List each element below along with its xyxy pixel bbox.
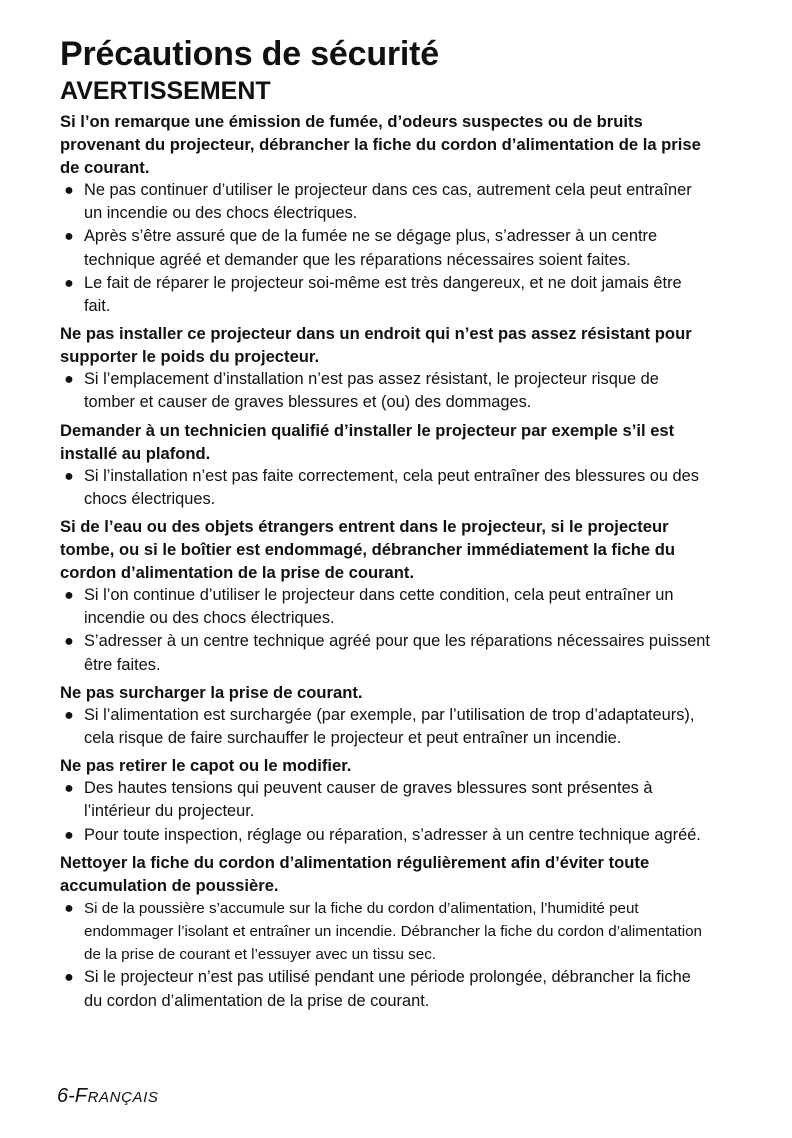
bullet-item [60,225,710,271]
bullet-icon: ● [64,969,74,987]
section-heading: Si de l’eau ou des objets étrangers entrent dans le projecteur, si le projecteur tombe, ou si le boîtier est endommagé, débrancher immédiatement la fiche du cordon d’alimentation de la prise de courant. [60,517,676,583]
page-title: Précautions de sécurité [60,35,439,73]
bullet-text: Si l’alimentation est surchargée (par exemple, par l’utilisation de trop d’adaptateurs), cela risque de faire surchauffer le projecteur et peut entraîner un incendie. [84,705,695,748]
bullet-text: Des hautes tensions qui peuvent causer de graves blessures sont présentes à l’intérieur du projecteur. [84,779,653,821]
bullet-text: Le fait de réparer le projecteur soi-même est très dangereux, et ne doit jamais être fait. [84,273,682,316]
footer-language-initial: F [74,1085,88,1107]
bullet-list [60,704,710,750]
bullet-list [60,179,710,318]
bullet-item [60,584,710,630]
bullet-text: Après s’être assuré que de la fumée ne se dégage plus, s’adresser à un centre technique agréé et demander que les réparations nécessaires soient faites. [84,227,658,269]
section-water [60,515,710,677]
page-content [60,34,710,1017]
bullet-list [60,584,710,677]
bullet-icon: ● [64,633,74,651]
section-cleaning [60,851,710,1013]
bullet-item [60,966,710,1012]
bullet-icon: ● [64,899,74,917]
section-heading: Ne pas installer ce projecteur dans un endroit qui n’est pas assez résistant pour supporter le poids du projecteur. [60,324,692,367]
section-heading: Ne pas retirer le capot ou le modifier. [60,756,352,776]
section-cover [60,754,710,847]
section-heading: Demander à un technicien qualifié d’installer le projecteur par exemple s’il est installé au plafond. [60,420,675,463]
warning-subtitle: AVERTISSEMENT [60,77,271,105]
bullet-list [60,465,710,511]
section-ceiling [60,419,710,511]
page-footer [57,1085,159,1108]
bullet-list [60,368,710,414]
bullet-icon: ● [64,706,74,724]
section-overload [60,681,710,750]
section-heading: Si l’on remarque une émission de fumée, d’odeurs suspectes ou de bruits provenant du projecteur, débrancher la fiche du cordon d’alimentation de la prise de courant. [60,112,701,177]
bullet-text: S’adresser à un centre technique agréé pour que les réparations nécessaires puissent être faites. [84,632,710,674]
bullet-item [60,179,710,225]
bullet-text: Si l’installation n’est pas faite correctement, cela peut entraîner des blessures ou des chocs électriques. [84,466,699,508]
bullet-icon: ● [64,274,74,292]
bullet-icon: ● [64,228,74,246]
bullet-list [60,777,710,847]
section-heading: Nettoyer la fiche du cordon d’alimentation régulièrement afin d’éviter toute accumulation de poussière. [60,852,650,895]
bullet-icon: ● [64,371,74,389]
bullet-item [60,824,710,847]
bullet-item [60,368,710,414]
bullet-text: Si le projecteur n’est pas utilisé pendant une période prolongée, débrancher la fiche du cordon d’alimentation de la prise de courant. [84,968,691,1010]
bullet-icon: ● [64,467,74,485]
bullet-item [60,704,710,750]
bullet-text: Ne pas continuer d’utiliser le projecteur dans ces cas, autrement cela peut entraîner un incendie ou des chocs électriques. [84,181,692,223]
bullet-icon: ● [64,780,74,798]
footer-language-rest: RANÇAIS [87,1089,159,1106]
bullet-icon: ● [64,182,74,199]
section-heading: Ne pas surcharger la prise de courant. [60,682,363,702]
bullet-text: Si de la poussière s’accumule sur la fiche du cordon d’alimentation, l’humidité peut endommager l’isolant et entraîner un incendie. Débrancher la fiche du cordon d’alimentation de la prise de courant et l’essuyer avec un tissu sec. [84,899,702,964]
bullet-icon: ● [64,587,74,605]
section-smoke [60,110,710,318]
bullet-item [60,630,710,676]
footer-language [74,1085,159,1107]
bullet-text: Si l’on continue d’utiliser le projecteur dans cette condition, cela peut entraîner un incendie ou des chocs électriques. [84,586,674,628]
page-number: 6- [57,1085,75,1107]
bullet-item [60,272,710,318]
bullet-item [60,777,710,823]
bullet-list [60,897,710,1013]
bullet-icon: ● [64,826,74,844]
bullet-text: Si l’emplacement d’installation n’est pas assez résistant, le projecteur risque de tomber et causer de graves blessures et (ou) des dommages. [84,370,659,412]
bullet-item [60,897,710,967]
bullet-text: Pour toute inspection, réglage ou réparation, s’adresser à un centre technique agréé. [84,825,701,844]
section-installation [60,322,710,414]
bullet-item [60,465,710,511]
